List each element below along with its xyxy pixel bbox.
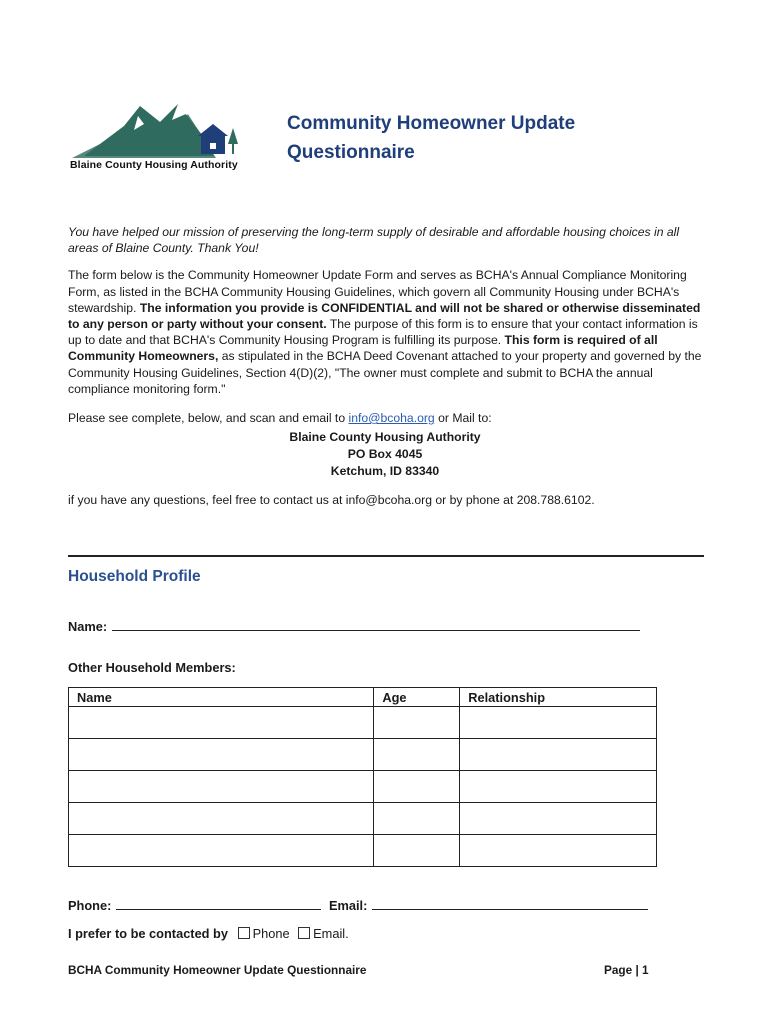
table-cell[interactable] bbox=[374, 835, 460, 867]
name-field[interactable] bbox=[68, 618, 640, 634]
table-cell[interactable] bbox=[374, 739, 460, 771]
confidential-notice: The information you provide is CONFIDENTIAL and will not be shared or otherwise disseminated to any person or party without your consent. bbox=[68, 300, 701, 332]
footer-title: BCHA Community Homeowner Update Questionnaire bbox=[68, 963, 367, 977]
table-cell[interactable] bbox=[460, 803, 657, 835]
table-cell[interactable] bbox=[69, 739, 374, 771]
table-cell[interactable] bbox=[374, 771, 460, 803]
table-row bbox=[69, 835, 657, 867]
page-number: Page | 1 bbox=[604, 963, 649, 977]
phone-option-label: Phone bbox=[252, 926, 290, 941]
section-divider bbox=[68, 555, 704, 557]
table-row bbox=[69, 803, 657, 835]
table-row bbox=[69, 771, 657, 803]
table-cell[interactable] bbox=[374, 803, 460, 835]
household-members-table bbox=[68, 687, 657, 867]
table-row bbox=[69, 707, 657, 739]
table-cell[interactable] bbox=[460, 835, 657, 867]
household-profile-heading: Household Profile bbox=[68, 568, 201, 585]
submit-instructions bbox=[68, 410, 702, 426]
email-blank-line[interactable] bbox=[372, 897, 648, 910]
mountain-house-logo-icon bbox=[68, 100, 273, 160]
text-span: The form below is the Community Homeowner Update Form and serves as BCHA's Annual Compliance Monitoring Form, as listed in the BCHA Community Housing Guidelines, which govern all Community Housing under BCHA's stewardship. bbox=[68, 268, 687, 315]
table-cell[interactable] bbox=[69, 707, 374, 739]
column-header: Relationship bbox=[460, 688, 657, 707]
contact-preference bbox=[68, 926, 349, 941]
table-cell[interactable] bbox=[69, 803, 374, 835]
email-option-label: Email. bbox=[313, 926, 349, 941]
table-header-row bbox=[69, 688, 657, 707]
table-cell[interactable] bbox=[69, 835, 374, 867]
intro-section bbox=[68, 224, 702, 508]
questions-contact: if you have any questions, feel free to contact us at info@bcoha.org or by phone at 208.788.6102. bbox=[68, 493, 595, 508]
address-line: Ketchum, ID 83340 bbox=[330, 464, 440, 479]
intro-thanks: You have helped our mission of preserving the long-term supply of desirable and affordable housing choices in all areas of Blaine County. Thank You! bbox=[68, 225, 680, 256]
text-span: or Mail to: bbox=[434, 411, 492, 426]
document-title: Community Homeowner Update Questionnaire bbox=[287, 113, 576, 163]
phone-email-row bbox=[68, 897, 648, 913]
table-cell[interactable] bbox=[460, 771, 657, 803]
logo-wordmark: Blaine County Housing Authority bbox=[70, 159, 238, 171]
table-cell[interactable] bbox=[460, 739, 657, 771]
phone-label: Phone: bbox=[68, 898, 112, 913]
text-span: Please see complete, below, and scan and email to bbox=[68, 411, 349, 426]
phone-checkbox[interactable] bbox=[238, 927, 250, 939]
mailing-address bbox=[68, 429, 702, 480]
table-cell[interactable] bbox=[374, 707, 460, 739]
email-link[interactable]: info@bcoha.org bbox=[348, 411, 435, 426]
email-checkbox[interactable] bbox=[298, 927, 310, 939]
text-span: as stipulated in the BCHA Deed Covenant attached to your property and governed by the Community Housing Guidelines, Section 4(D)(2), "The owner must complete and submit to BCHA the annual compliance monitoring form." bbox=[68, 349, 702, 396]
table-cell[interactable] bbox=[460, 707, 657, 739]
column-header: Name bbox=[69, 688, 374, 707]
other-members-label: Other Household Members: bbox=[68, 660, 236, 675]
name-label: Name: bbox=[68, 619, 108, 634]
contact-preference-label: I prefer to be contacted by bbox=[68, 926, 228, 941]
table-cell[interactable] bbox=[69, 771, 374, 803]
address-line: Blaine County Housing Authority bbox=[289, 430, 481, 445]
name-blank-line[interactable] bbox=[112, 618, 640, 631]
email-label: Email: bbox=[328, 898, 368, 913]
required-notice: This form is required of all Community Homeowners, bbox=[68, 333, 658, 364]
intro-paragraph bbox=[68, 267, 702, 397]
phone-blank-line[interactable] bbox=[116, 897, 321, 910]
bcha-logo bbox=[68, 100, 273, 175]
table-row bbox=[69, 739, 657, 771]
text-span: The purpose of this form is to ensure that your contact information is up to date and that BCHA's Community Housing Program is fulfilling its purpose. bbox=[68, 317, 698, 348]
column-header: Age bbox=[374, 688, 460, 707]
address-line: PO Box 4045 bbox=[347, 447, 423, 462]
